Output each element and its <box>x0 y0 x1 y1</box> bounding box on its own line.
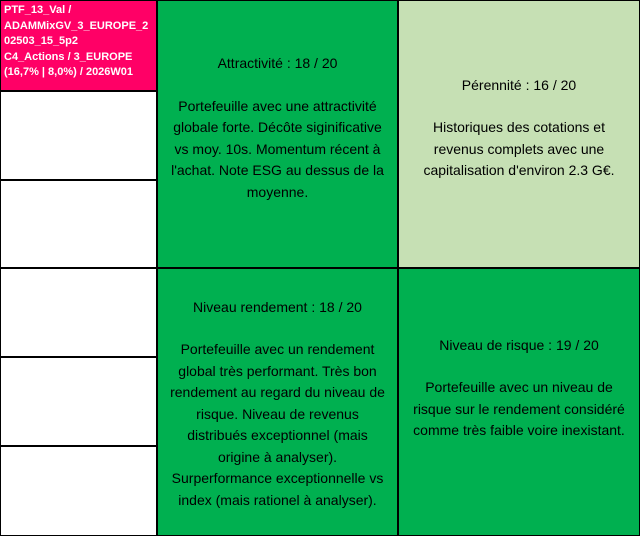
panel-text: Portefeuille avec une attractivité globale forte. Décôte siginificative vs moy. 10s. Momentum récent à l'achat. Note ESG au dessus de la moyenne. <box>171 97 384 200</box>
panel-title: Niveau rendement : 18 / 20 <box>193 298 362 315</box>
panel-text: Historiques des cotations et revenus complets avec une capitalisation d'environ 2.3 G€. <box>423 119 615 178</box>
header-line: PTF_13_Val / <box>4 4 72 16</box>
header-line: C4_Actions / 3_EUROPE <box>4 50 133 63</box>
header-line: ADAMMixGV_3_EUROPE_2 <box>4 19 149 32</box>
header-line: (16,7% | 8,0%) / 2026W01 <box>4 66 134 78</box>
risque-panel[interactable] <box>398 268 640 536</box>
perennite-panel[interactable] <box>398 0 640 268</box>
panel-text: Portefeuille avec un rendement global très performant. Très bon rendement au regard du niveau de risque. Niveau de revenus distribués exceptionnel (mais origine à analyser). Surperformance exceptionnelle vs index (mais rationel à analyser). <box>170 341 385 508</box>
empty-cell[interactable] <box>0 357 157 446</box>
panel-title: Pérennité : 16 / 20 <box>461 76 577 93</box>
empty-cell[interactable] <box>0 268 157 357</box>
empty-cell[interactable] <box>0 446 157 536</box>
panel-title: Niveau de risque : 19 / 20 <box>439 336 599 353</box>
panel-text: Portefeuille avec un niveau de risque sur le rendement considéré comme très faible voire inexistant. <box>413 379 625 438</box>
empty-cell[interactable] <box>0 180 157 268</box>
header-line: 02503_15_5p2 <box>4 35 79 47</box>
empty-cell[interactable] <box>0 91 157 180</box>
portfolio-header-cell[interactable] <box>0 0 157 91</box>
panel-title: Attractivité : 18 / 20 <box>217 55 338 71</box>
attractivite-panel[interactable] <box>157 0 398 268</box>
rendement-panel[interactable] <box>157 268 398 536</box>
